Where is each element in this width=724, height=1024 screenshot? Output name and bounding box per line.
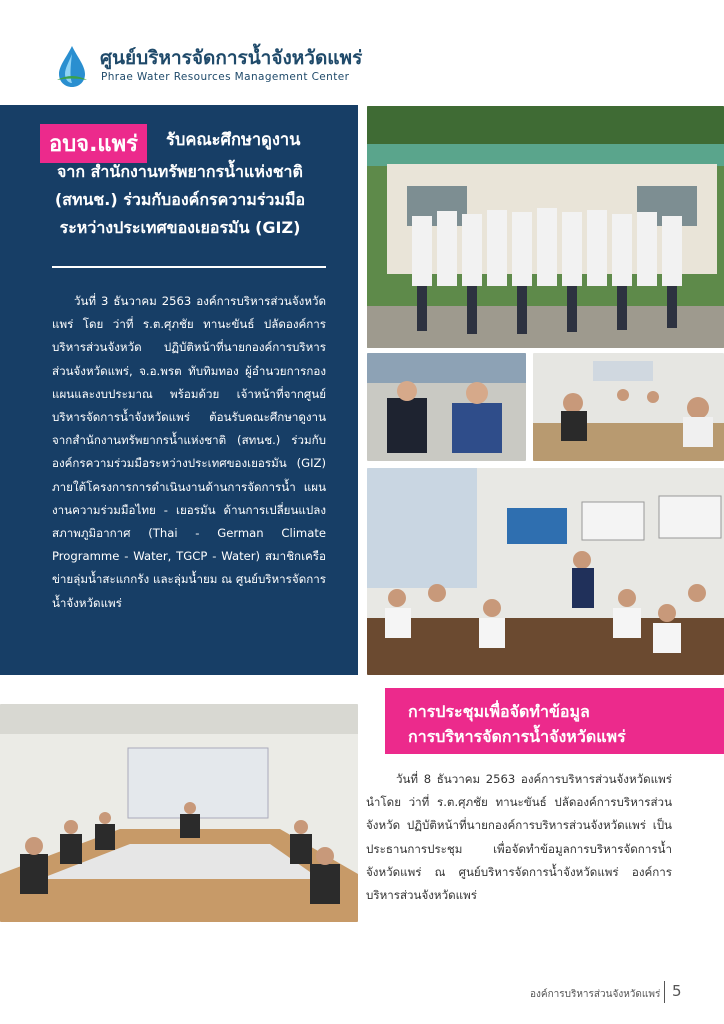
- article-1-body: วันที่ 3 ธันวาคม 2563 องค์การบริหารส่วนจังหวัดแพร่ โดย ว่าที่ ร.ต.ศุภชัย ทานะขันธ์ ปลัดองค์การบริหารส่วนจังหวัด ปฏิบัติหน้าที่นายกองค์การบริหารส่วนจังหวัดแพร่, จ.อ.พรต ทับทิมทอง ผู้อำนวยการกองแผนและงบประมาณ พร้อมด้วย เจ้าหน้าที่จากศูนย์บริหารจัดการน้ำจังหวัดแพร่ ต้อนรับคณะศึกษาดูงานจากสำนักงานทรัพยากรน้ำแห่งชาติ (สทนช.) ร่วมกับองค์กรความร่วมมือระหว่างประเทศของเยอรมัน (GIZ) ภายใต้โครงการการดำเนินงานด้านการจัดการน้ำ แผนงานความร่วมมือไทย - เยอรมัน ด้านการเปลี่ยนแปลงสภาพภูมิอากาศ (Thai - German Climate Programme - Water, TGCP - Water) สมาชิกเครือข่ายลุ่มน้ำสะแกกรัง และลุ่มน้ำยม ณ ศูนย์บริหารจัดการน้ำจังหวัดแพร่: [52, 294, 326, 610]
- org-name-english: Phrae Water Resources Management Center: [101, 71, 350, 83]
- footer-publisher: องค์การบริหารส่วนจังหวัดแพร่: [530, 989, 661, 1000]
- article-2-heading-line-2: การบริหารจัดการน้ำจังหวัดแพร่: [408, 727, 626, 746]
- article-1-heading-line-1: รับคณะศึกษาดูงาน: [166, 130, 301, 149]
- group-photo: [367, 106, 724, 348]
- page-number: 5: [672, 982, 682, 1000]
- org-name-thai: ศูนย์บริหารจัดการน้ำจังหวัดแพร่: [100, 47, 363, 69]
- water-drop-logo: [54, 44, 90, 88]
- footer-divider: [664, 981, 665, 1003]
- article-1-tag: อบจ.แพร่: [40, 124, 147, 163]
- article-2-body: วันที่ 8 ธันวาคม 2563 องค์การบริหารส่วนจังหวัดแพร่ นำโดย ว่าที่ ร.ต.ศุภชัย ทานะขันธ์ ปลัดองค์การบริหารส่วนจังหวัด ปฏิบัติหน้าที่นายกองค์การบริหารส่วนจังหวัดแพร่ เป็นประธานการประชุม เพื่อจัดทำข้อมูลการบริหารจัดการน้ำจังหวัดแพร่ ณ ศูนย์บริหารจัดการน้ำจังหวัดแพร่ องค์การบริหารส่วนจังหวัดแพร่: [366, 772, 672, 903]
- article-1-heading-line-2: จาก สำนักงานทรัพยากรน้ำแห่งชาติ: [57, 162, 303, 181]
- presentation-room-photo: [367, 468, 724, 675]
- article-1-heading-line-4: ระหว่างประเทศของเยอรมัน (GIZ): [59, 218, 301, 237]
- meeting-table-photo: [533, 353, 724, 461]
- heading-divider: [52, 266, 326, 268]
- officials-photo: [367, 353, 526, 461]
- article-2-heading-line-1: การประชุมเพื่อจัดทำข้อมูล: [408, 702, 590, 721]
- conference-room-photo: [0, 704, 358, 922]
- article-1-heading-line-3: (สทนช.) ร่วมกับองค์กรความร่วมมือ: [54, 190, 306, 209]
